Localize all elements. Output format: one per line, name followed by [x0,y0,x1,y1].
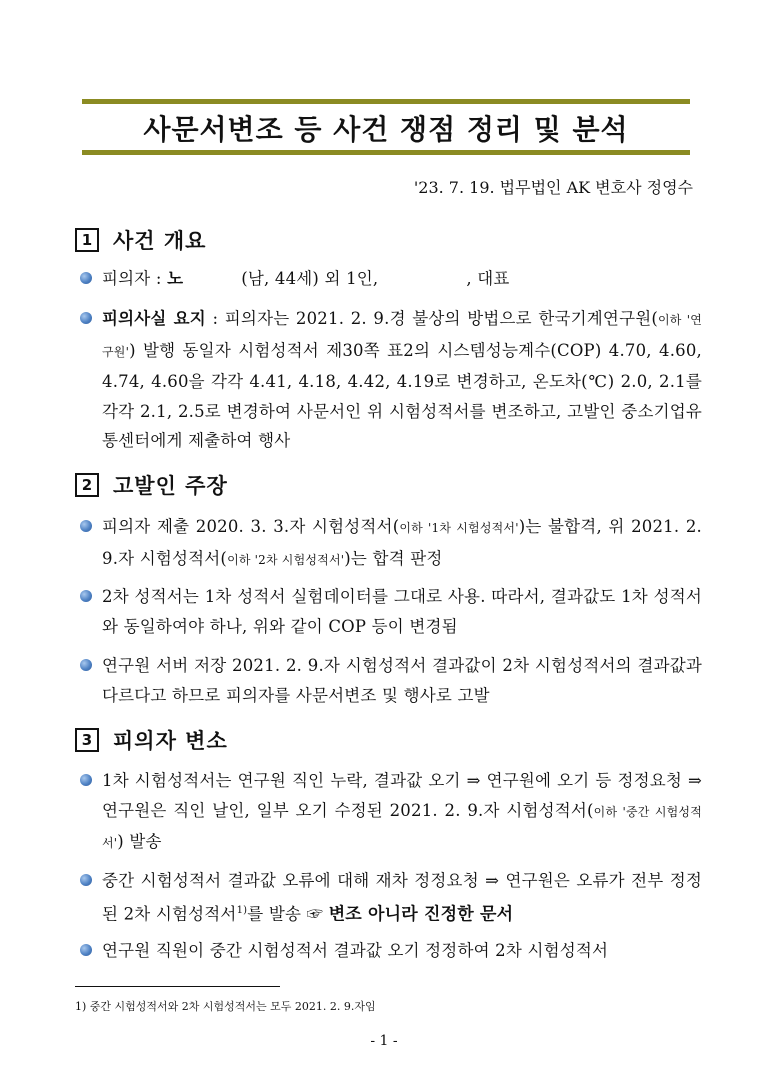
bullet-icon [80,312,92,324]
claim-1-note-2: 이하 '2차 시험성적서' [227,552,345,567]
footnote: 1) 중간 시험성적서와 2차 시험성적서는 모두 2021. 2. 9.자임 [75,1000,376,1013]
footnote-ref: 1) [236,904,248,916]
bullet-icon [80,590,92,602]
suspect-label: 피의자 : [102,269,168,288]
claim-1-text-2: )는 불합격, 위 2021. 2. 9.자 시험성적서( [102,517,702,568]
suspect-info: (남, 44세) 외 1인, [241,269,379,288]
suspect-role: , 대표 [466,269,510,288]
section-3-bullet-2 [80,866,702,930]
allegation-text-2: ) 발행 동일자 시험성적서 제30쪽 표2의 시스템성능계수(COP) 4.70, 4.60, 4.74, 4.60을 각각 4.41, 4.18, 4.42, 4.19로 변경하고, 온도차(℃) 2.0, 2.1를 각각 2.1, 2.5로 변경하여 사문서인 위 시험성적서를 변조하고, 고발인 중소기업유통센터에게 제출하여 행사 [102,340,702,450]
bullet-icon [80,272,92,284]
claim-2-text: 2차 성적서는 1차 성적서 실험데이터를 그대로 사용. 따라서, 결과값도 1차 성적서와 동일하여야 하나, 위와 같이 COP 등이 변경됨 [102,587,702,636]
page-number: - 1 - [370,1033,398,1049]
title-rule-bottom [82,150,690,155]
section-2-number: 2 [75,473,99,497]
defense-1-note: 이하 '중간 시험성적서' [102,804,702,850]
defense-2-text-1: 중간 시험성적서 결과값 오류에 대해 재차 정정요청 ⇒ 연구원은 오류가 전부 정정된 2차 시험성적서 [102,871,702,923]
bullet-icon [80,874,92,886]
section-3-bullet-1 [80,766,702,859]
section-1-number: 1 [75,228,99,252]
bullet-icon [80,520,92,532]
bullet-icon [80,774,92,786]
defense-2-emphasis: 변조 아니라 진정한 문서 [328,904,514,924]
footnote-rule [75,986,280,987]
section-1-title: 사건 개요 [113,229,207,253]
defense-3-text: 연구원 직원이 중간 시험성적서 결과값 오기 정정하여 2차 시험성적서 [102,941,609,960]
claim-3-text: 연구원 서버 저장 2021. 2. 9.자 시험성적서 결과값이 2차 시험성적서의 결과값과 다르다고 하므로 피의자를 사문서변조 및 행사로 고발 [102,656,702,705]
section-3-title: 피의자 변소 [113,729,228,753]
section-1-bullet-1 [80,264,702,294]
claim-1-text-3: )는 합격 판정 [344,548,443,568]
claim-1-note-1: 이하 '1차 시험성적서' [399,521,519,535]
section-3-number: 3 [75,728,99,752]
defense-1-text-2: ) 발송 [117,832,162,851]
section-3-heading [75,725,228,755]
section-2-bullet-3 [80,651,702,710]
defense-2-text-2: 를 발송 ☞ [247,904,329,923]
section-2-bullet-2 [80,582,702,641]
claim-1-text-1: 피의자 제출 2020. 3. 3.자 시험성적서( [102,517,400,536]
page-title: 사문서변조 등 사건 쟁점 정리 및 분석 [143,113,629,146]
defense-1-text-1: 1차 시험성적서는 연구원 직인 누락, 결과값 오기 ⇒ 연구원에 오기 등 정정요청 ⇒ 연구원은 직인 날인, 일부 오기 수정된 2021. 2. 9.자 시험성적서( [102,771,702,820]
allegation-text-1: : 피의자는 2021. 2. 9.경 불상의 방법으로 한국기계연구원( [205,309,658,328]
section-3-bullet-3 [80,936,702,966]
section-1-heading [75,225,206,255]
bullet-icon [80,944,92,956]
suspect-name: 노 [167,269,184,288]
title-rule-top [82,99,690,104]
section-2-bullet-1 [80,512,702,575]
section-2-title: 고발인 주장 [113,474,228,498]
allegation-note: 이하 '연구원' [102,313,703,359]
date-author-line: '23. 7. 19. 법무법인 AK 변호사 정영수 [413,178,693,197]
bullet-icon [80,659,92,671]
allegation-label: 피의사실 요지 [102,309,206,328]
section-2-heading [75,470,228,500]
section-1-bullet-2 [80,304,702,456]
